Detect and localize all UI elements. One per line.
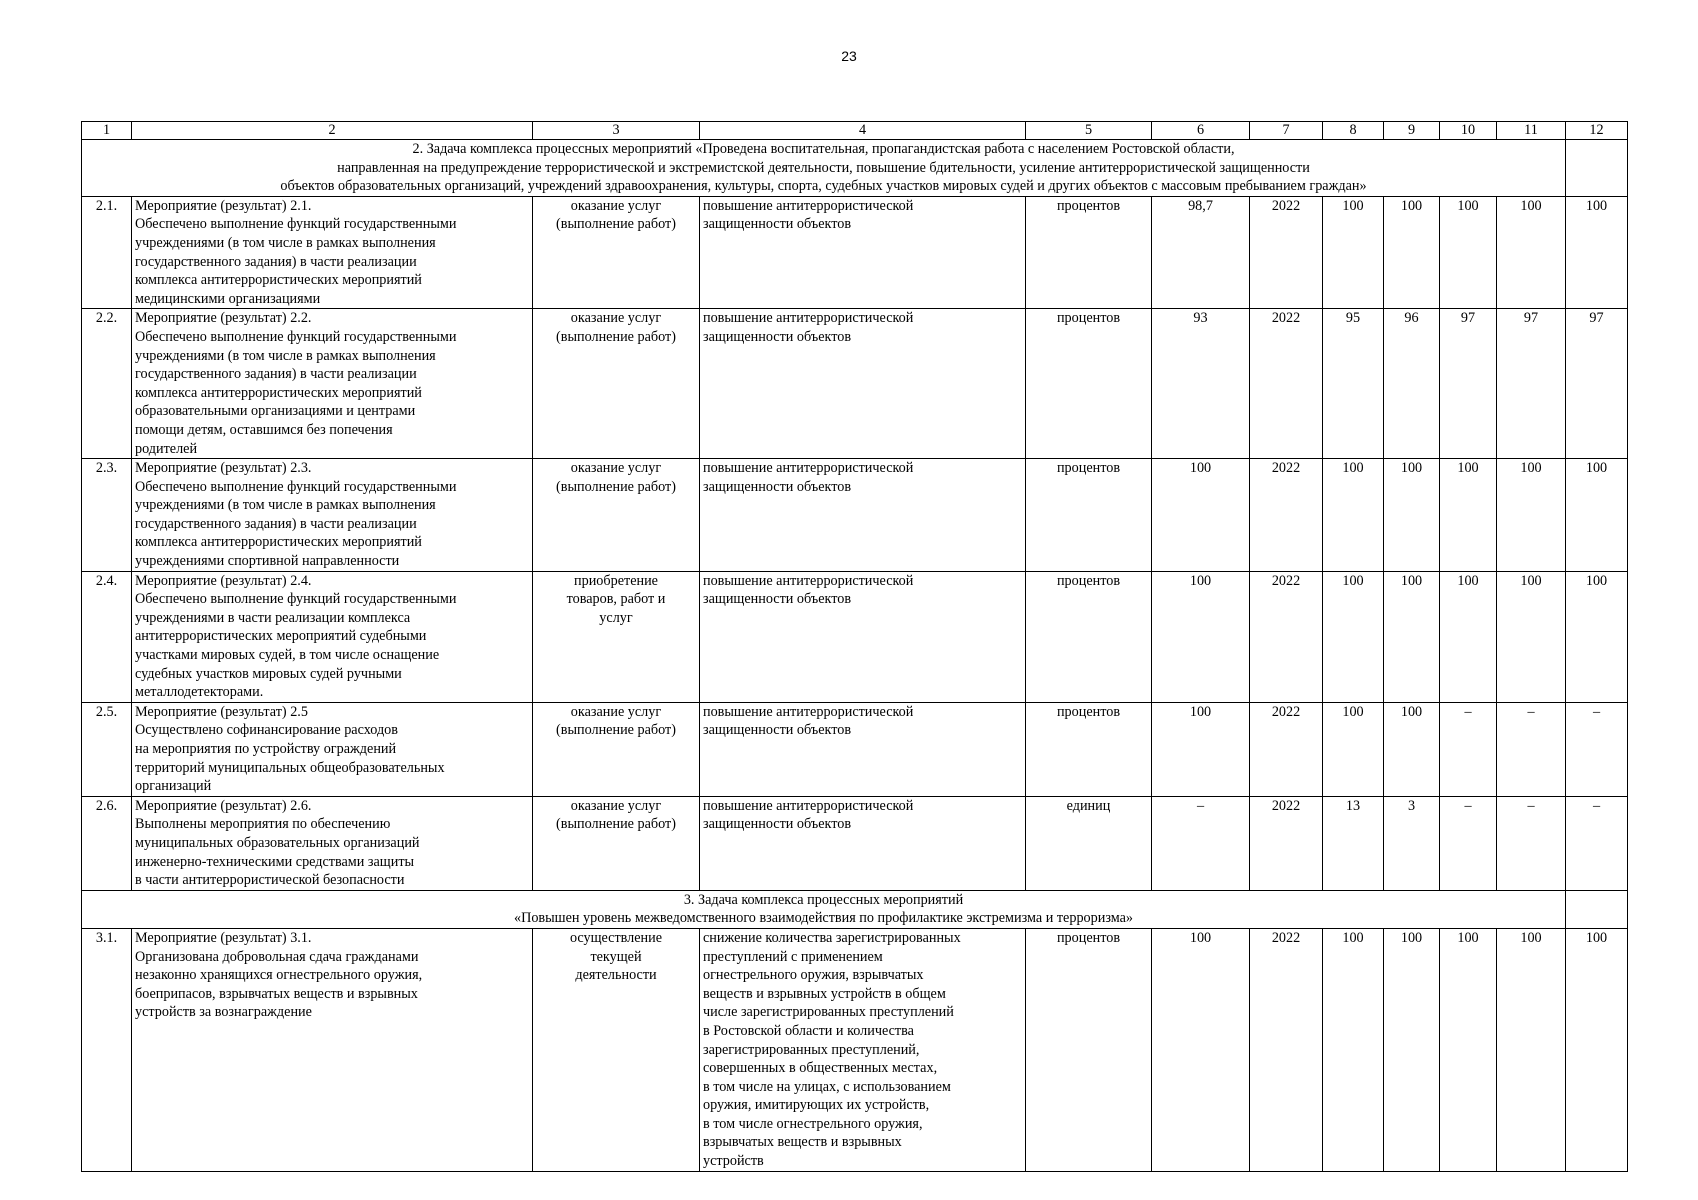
text-line: Мероприятие (результат) 2.2. — [135, 310, 312, 327]
value-col-10: 100 — [1440, 928, 1497, 1171]
text-line: муниципальных образовательных организаций — [135, 834, 420, 851]
text-line: «Повышен уровень межведомственного взаимодействия по профилактике экстремизма и терроризма» — [514, 910, 1133, 927]
activity-name — [132, 571, 533, 702]
column-number: 7 — [1250, 122, 1323, 140]
column-number-row — [82, 122, 1628, 140]
activity-name — [132, 928, 533, 1171]
text-line: родителей — [135, 440, 198, 457]
text-line: незаконно хранящихся огнестрельного оружия, — [135, 967, 423, 984]
value-col-10: – — [1440, 702, 1497, 796]
text-line: судебных участков мировых судей ручными — [135, 665, 402, 682]
text-line: учреждениями спортивной направленности — [135, 553, 400, 570]
value-col-8: 100 — [1323, 571, 1384, 702]
table-row — [82, 309, 1628, 459]
row-number: 2.4. — [82, 571, 132, 702]
text-line: Мероприятие (результат) 2.6. — [135, 797, 312, 814]
value-col-8: 100 — [1323, 196, 1384, 309]
text-line: огнестрельного оружия, взрывчатых — [703, 967, 924, 984]
base-year: 2022 — [1250, 702, 1323, 796]
row-number: 2.3. — [82, 459, 132, 572]
text-line: повышение антитеррористической — [703, 703, 914, 720]
text-line: медицинскими организациями — [135, 290, 321, 307]
text-line: текущей — [590, 948, 642, 965]
section-empty-cell — [1566, 890, 1628, 928]
text-line: (выполнение работ) — [556, 328, 676, 345]
text-line: комплекса антитеррористических мероприятий — [135, 384, 422, 401]
text-line: Мероприятие (результат) 2.3. — [135, 460, 312, 477]
value-col-11: 97 — [1497, 309, 1566, 459]
base-year: 2022 — [1250, 196, 1323, 309]
activity-characteristic — [700, 309, 1026, 459]
value-col-11: 100 — [1497, 196, 1566, 309]
task-section-title — [82, 140, 1566, 197]
text-line: антитеррористических мероприятий судебными — [135, 628, 427, 645]
page-number: 23 — [841, 48, 857, 64]
text-line: деятельности — [575, 967, 657, 984]
text-line: зарегистрированных преступлений, — [703, 1041, 920, 1058]
text-line: оружия, имитирующих их устройств, — [703, 1097, 930, 1114]
text-line: (выполнение работ) — [556, 478, 676, 495]
row-number: 2.2. — [82, 309, 132, 459]
text-line: (выполнение работ) — [556, 722, 676, 739]
value-col-10: 100 — [1440, 196, 1497, 309]
value-col-8: 95 — [1323, 309, 1384, 459]
unit-of-measure: процентов — [1026, 702, 1152, 796]
text-line: комплекса антитеррористических мероприятий — [135, 272, 422, 289]
value-col-9: 96 — [1384, 309, 1440, 459]
text-line: Мероприятие (результат) 2.5 — [135, 703, 308, 720]
unit-of-measure: процентов — [1026, 196, 1152, 309]
value-col-12: – — [1566, 796, 1628, 890]
activity-name — [132, 196, 533, 309]
text-line: осуществление — [569, 929, 663, 946]
base-value: 100 — [1152, 928, 1250, 1171]
column-number: 6 — [1152, 122, 1250, 140]
activity-characteristic — [700, 196, 1026, 309]
text-line: учреждениями (в том числе в рамках выполнения — [135, 347, 436, 364]
text-line: защищенности объектов — [703, 478, 852, 495]
text-line: на мероприятия по устройству ограждений — [135, 741, 397, 757]
text-line: боеприпасов, взрывчатых веществ и взрывных — [135, 985, 418, 1002]
value-col-10: 100 — [1440, 571, 1497, 702]
value-col-9: 100 — [1384, 459, 1440, 572]
value-col-10: 100 — [1440, 459, 1497, 572]
text-line: в том числе огнестрельного оружия, — [703, 1115, 923, 1132]
base-year: 2022 — [1250, 459, 1323, 572]
text-line: взрывчатых веществ и взрывных — [703, 1134, 902, 1151]
text-line: учреждениями (в том числе в рамках выполнения — [135, 234, 436, 251]
unit-of-measure: процентов — [1026, 309, 1152, 459]
value-col-12: 97 — [1566, 309, 1628, 459]
value-col-12: 100 — [1566, 196, 1628, 309]
text-line: Осуществлено софинансирование расходов — [135, 722, 398, 739]
indicators-table — [81, 121, 1628, 1172]
text-line: участками мировых судей, в том числе оснащение — [135, 647, 440, 664]
base-value: 100 — [1152, 459, 1250, 572]
text-line: в том числе на улицах, с использованием — [703, 1078, 951, 1095]
text-line: преступлений с применением — [703, 948, 883, 965]
text-line: веществ и взрывных устройств в общем — [703, 985, 946, 1002]
value-col-9: 3 — [1384, 796, 1440, 890]
text-line: оказание услуг — [570, 797, 662, 814]
text-line: в части антитеррористической безопасности — [135, 872, 405, 889]
text-line: в Ростовской области и количества — [703, 1022, 914, 1039]
text-line: образовательными организациями и центрами — [135, 403, 416, 420]
unit-of-measure: процентов — [1026, 459, 1152, 572]
base-year: 2022 — [1250, 928, 1323, 1171]
base-value: 93 — [1152, 309, 1250, 459]
activity-type — [533, 196, 700, 309]
text-line: числе зарегистрированных преступлений — [703, 1004, 954, 1021]
text-line: защищенности объектов — [703, 816, 852, 833]
base-year: 2022 — [1250, 571, 1323, 702]
activity-characteristic — [700, 796, 1026, 890]
text-line: государственного задания) в части реализации — [135, 515, 417, 532]
text-line: оказание услуг — [570, 197, 662, 214]
unit-of-measure: единиц — [1026, 796, 1152, 890]
value-col-12: 100 — [1566, 571, 1628, 702]
value-col-9: 100 — [1384, 702, 1440, 796]
column-number: 11 — [1497, 122, 1566, 140]
text-line: объектов образовательных организаций, учреждений здравоохранения, культуры, спорта, судебных участков мировых судей и других объектов с массовым пребыванием граждан» — [280, 178, 1367, 195]
row-number: 2.6. — [82, 796, 132, 890]
table-row — [82, 702, 1628, 796]
value-col-9: 100 — [1384, 928, 1440, 1171]
text-line: Обеспечено выполнение функций государственными — [135, 328, 457, 345]
text-line: учреждениями (в том числе в рамках выполнения — [135, 497, 436, 514]
value-col-11: 100 — [1497, 571, 1566, 702]
text-line: устройств за вознаграждение — [135, 1004, 312, 1021]
text-line: Мероприятие (результат) 2.4. — [135, 572, 312, 589]
text-line: Обеспечено выполнение функций государственными — [135, 216, 457, 233]
text-line: оказание услуг — [570, 460, 662, 477]
text-line: комплекса антитеррористических мероприятий — [135, 534, 422, 551]
text-line: Мероприятие (результат) 3.1. — [135, 929, 312, 946]
text-line: Организована добровольная сдача гражданами — [135, 948, 419, 965]
text-line: Обеспечено выполнение функций государственными — [135, 591, 457, 608]
value-col-10: – — [1440, 796, 1497, 890]
text-line: территорий муниципальных общеобразовательных — [135, 759, 445, 776]
activity-type — [533, 796, 700, 890]
text-line: помощи детям, оставшимся без попечения — [135, 421, 393, 438]
unit-of-measure: процентов — [1026, 571, 1152, 702]
text-line: устройств — [703, 1153, 764, 1170]
column-number: 10 — [1440, 122, 1497, 140]
value-col-10: 97 — [1440, 309, 1497, 459]
text-line: (выполнение работ) — [556, 216, 676, 233]
column-number: 4 — [700, 122, 1026, 140]
value-col-11: 100 — [1497, 459, 1566, 572]
text-line: снижение количества зарегистрированных — [703, 929, 961, 946]
activity-characteristic — [700, 928, 1026, 1171]
column-number: 8 — [1323, 122, 1384, 140]
text-line: повышение антитеррористической — [703, 460, 914, 477]
column-number: 3 — [533, 122, 700, 140]
text-line: повышение антитеррористической — [703, 572, 914, 589]
value-col-8: 100 — [1323, 702, 1384, 796]
text-line: направленная на предупреждение террористической и экстремистской деятельности, повышение бдительности, усиление антитеррористической защищенности — [337, 159, 1310, 176]
text-line: (выполнение работ) — [556, 816, 676, 833]
text-line: Мероприятие (результат) 2.1. — [135, 197, 312, 214]
activity-characteristic — [700, 571, 1026, 702]
text-line: оказание услуг — [570, 703, 662, 720]
base-value: 98,7 — [1152, 196, 1250, 309]
activity-name — [132, 796, 533, 890]
section-empty-cell — [1566, 140, 1628, 197]
table-row — [82, 928, 1628, 1171]
row-number: 2.5. — [82, 702, 132, 796]
text-line: повышение антитеррористической — [703, 197, 914, 214]
activity-name — [132, 702, 533, 796]
column-number: 5 — [1026, 122, 1152, 140]
text-line: повышение антитеррористической — [703, 310, 914, 327]
value-col-12: – — [1566, 702, 1628, 796]
value-col-8: 100 — [1323, 459, 1384, 572]
text-line: защищенности объектов — [703, 216, 852, 233]
activity-characteristic — [700, 459, 1026, 572]
activity-type — [533, 309, 700, 459]
activity-characteristic — [700, 702, 1026, 796]
row-number: 3.1. — [82, 928, 132, 1171]
activity-name — [132, 459, 533, 572]
value-col-11: – — [1497, 796, 1566, 890]
base-value: – — [1152, 796, 1250, 890]
column-number: 2 — [132, 122, 533, 140]
base-year: 2022 — [1250, 309, 1323, 459]
value-col-11: 100 — [1497, 928, 1566, 1171]
table-row — [82, 196, 1628, 309]
text-line: 2. Задача комплекса процессных мероприятий «Проведена воспитательная, пропагандистская работа с населением Ростовской области, — [412, 141, 1235, 157]
table-row — [82, 459, 1628, 572]
value-col-12: 100 — [1566, 928, 1628, 1171]
value-col-9: 100 — [1384, 571, 1440, 702]
text-line: Выполнены мероприятия по обеспечению — [135, 816, 391, 833]
activity-type — [533, 928, 700, 1171]
task-section-row — [82, 140, 1628, 197]
text-line: защищенности объектов — [703, 722, 852, 739]
text-line: совершенных в общественных местах, — [703, 1060, 938, 1077]
task-section-title — [82, 890, 1566, 928]
column-number: 1 — [82, 122, 132, 140]
text-line: товаров, работ и — [566, 591, 666, 608]
text-line: государственного задания) в части реализации — [135, 253, 417, 270]
text-line: защищенности объектов — [703, 328, 852, 345]
value-col-9: 100 — [1384, 196, 1440, 309]
text-line: 3. Задача комплекса процессных мероприятий — [683, 891, 964, 908]
task-section-row — [82, 890, 1628, 928]
row-number: 2.1. — [82, 196, 132, 309]
base-value: 100 — [1152, 571, 1250, 702]
text-line: приобретение — [574, 572, 658, 589]
value-col-11: – — [1497, 702, 1566, 796]
text-line: Обеспечено выполнение функций государственными — [135, 478, 457, 495]
text-line: услуг — [599, 609, 633, 626]
value-col-8: 100 — [1323, 928, 1384, 1171]
text-line: оказание услуг — [570, 310, 662, 327]
column-number: 12 — [1566, 122, 1628, 140]
text-line: инженерно-техническими средствами защиты — [135, 853, 415, 870]
text-line: металлодетекторами. — [135, 684, 264, 701]
text-line: учреждениями в части реализации комплекса — [135, 609, 411, 626]
column-number: 9 — [1384, 122, 1440, 140]
activity-type — [533, 571, 700, 702]
activity-name — [132, 309, 533, 459]
activity-type — [533, 702, 700, 796]
text-line: защищенности объектов — [703, 591, 852, 608]
text-line: государственного задания) в части реализации — [135, 366, 417, 383]
text-line: организаций — [135, 778, 212, 795]
base-year: 2022 — [1250, 796, 1323, 890]
value-col-8: 13 — [1323, 796, 1384, 890]
base-value: 100 — [1152, 702, 1250, 796]
text-line: повышение антитеррористической — [703, 797, 914, 814]
unit-of-measure: процентов — [1026, 928, 1152, 1171]
table-row — [82, 796, 1628, 890]
table-row — [82, 571, 1628, 702]
activity-type — [533, 459, 700, 572]
value-col-12: 100 — [1566, 459, 1628, 572]
